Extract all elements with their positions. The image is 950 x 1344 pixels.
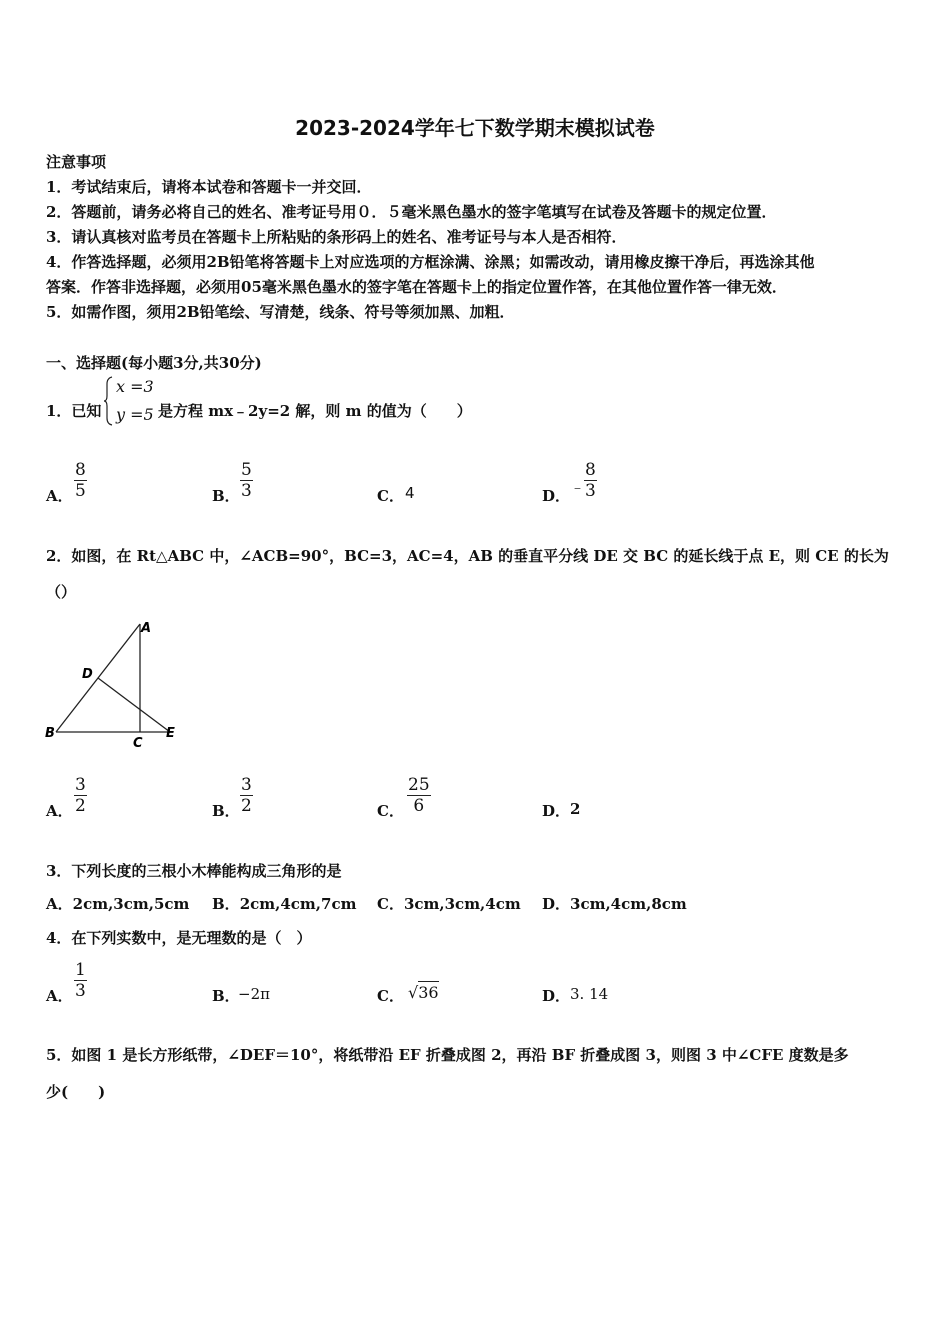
q3-option-a	[46, 893, 189, 914]
q1-option-a-fraction	[74, 460, 87, 501]
fraction-numerator: 8	[75, 460, 86, 480]
q3-text: 3．下列长度的三根小木棒能构成三角形的是	[46, 862, 342, 880]
q2-option-d-value: 2	[570, 800, 581, 818]
option-value: 3cm,4cm,8cm	[570, 895, 687, 913]
q3-option-d	[542, 893, 687, 914]
note-item: 5．如需作图，须用2B铅笔绘、写清楚，线条、符号等须加黑、加粗．	[46, 303, 515, 321]
q1-suffix: 是方程 mx﹣2y=2 解，则 m 的值为（ ）	[158, 402, 472, 420]
fraction-denominator: 5	[75, 481, 86, 501]
vertex-label-b: B	[45, 726, 55, 741]
q4-option-c-label: C．	[377, 987, 404, 1005]
fraction-numerator: 5	[241, 460, 252, 480]
fraction-numerator: 25	[408, 775, 430, 795]
note-item: 3．请认真核对监考员在答题卡上所粘贴的条形码上的姓名、准考证号与本人是否相符．	[46, 228, 627, 246]
fraction-numerator: 3	[75, 775, 86, 795]
q4-option-a-label: A．	[46, 987, 73, 1005]
q1-option-c-value: 4	[405, 484, 415, 502]
fraction-numerator: 1	[75, 960, 86, 980]
q4-option-d-label: D．	[542, 987, 571, 1005]
vertex-label-d: D	[82, 667, 93, 682]
q1-equation-y: y =5	[116, 405, 154, 424]
q4-option-b-label: B．	[212, 987, 240, 1005]
q2-option-c-fraction	[407, 775, 431, 816]
fraction-denominator: 2	[241, 796, 252, 816]
option-label: C．	[377, 895, 404, 913]
note-item: 答案．作答非选择题，必须用05毫米黑色墨水的签字笔在答题卡上的指定位置作答，在其他位置作答一律无效．	[46, 278, 787, 296]
fraction-denominator: 3	[241, 481, 252, 501]
sqrt-icon: √	[408, 983, 419, 1002]
fraction-denominator: 2	[75, 796, 86, 816]
page-title: 2023-2024学年七下数学期末模拟试卷	[295, 116, 655, 140]
fraction-numerator: 3	[241, 775, 252, 795]
q5-text: 5．如图 1 是长方形纸带，∠DEF＝10°，将纸带沿 EF 折叠成图 2，再沿 BF 折叠成图 3，则图 3 中∠CFE 度数是多	[46, 1046, 849, 1064]
segment-de	[98, 678, 170, 732]
q3-option-b	[212, 893, 356, 914]
q3-option-c	[377, 893, 521, 914]
q1-prefix: 1．已知	[46, 402, 102, 420]
q1-option-d-fraction	[584, 460, 597, 501]
option-value: 2cm,3cm,5cm	[72, 895, 190, 913]
fraction-denominator: 3	[585, 481, 596, 501]
vertex-label-e: E	[166, 726, 175, 741]
q4-option-c-radical	[408, 983, 439, 1002]
q2-option-c-label: C．	[377, 802, 404, 820]
q2-text-continued: （）	[46, 583, 77, 601]
radicand: 36	[418, 983, 439, 1002]
q5-text-continued: 少( )	[46, 1083, 106, 1101]
q1-option-c-label: C．	[377, 487, 404, 505]
q1-option-a-label: A．	[46, 487, 73, 505]
option-label: B．	[212, 895, 240, 913]
q4-option-a-fraction	[74, 960, 87, 1001]
q1-option-d-sign: ﹣	[570, 478, 586, 496]
q4-option-d-value: 3. 14	[570, 985, 609, 1003]
note-item: 1．考试结束后，请将本试卷和答题卡一并交回．	[46, 178, 372, 196]
fraction-numerator: 8	[585, 460, 596, 480]
q4-option-b-value: −2π	[238, 985, 270, 1003]
q2-text: 2．如图，在 Rt△ABC 中，∠ACB=90°，BC=3，AC=4，AB 的垂直平分线 DE 交 BC 的延长线于点 E，则 CE 的长为	[46, 547, 889, 565]
q1-option-b-label: B．	[212, 487, 240, 505]
section-heading: 一、选择题(每小题3分,共30分)	[46, 354, 262, 372]
q2-option-b-label: B．	[212, 802, 240, 820]
option-label: A．	[46, 895, 73, 913]
option-label: D．	[542, 895, 571, 913]
q2-option-d-label: D．	[542, 802, 571, 820]
notes-heading: 注意事项	[46, 153, 107, 171]
q2-option-b-fraction	[240, 775, 253, 816]
q1-option-b-fraction	[240, 460, 253, 501]
note-item: 4．作答选择题，必须用2B铅笔将答题卡上对应选项的方框涂满、涂黑；如需改动，请用橡皮擦干净后，再选涂其他	[46, 253, 815, 271]
fraction-denominator: 3	[75, 981, 86, 1001]
q2-option-a-label: A．	[46, 802, 73, 820]
triangle-figure	[40, 612, 190, 752]
fraction-denominator: 6	[413, 796, 425, 816]
q2-option-a-fraction	[74, 775, 87, 816]
q1-equation-x: x =3	[116, 377, 154, 396]
note-item: 2．答题前，请务必将自己的姓名、准考证号用０．５毫米黑色墨水的签字笔填写在试卷及答题卡的规定位置．	[46, 203, 777, 221]
option-value: 3cm,3cm,4cm	[403, 895, 521, 913]
vertex-label-c: C	[133, 736, 143, 751]
option-value: 2cm,4cm,7cm	[239, 895, 357, 913]
brace-icon	[104, 376, 114, 426]
vertex-label-a: A	[141, 621, 152, 636]
q4-text: 4．在下列实数中，是无理数的是（ ）	[46, 929, 312, 947]
q1-option-d-label: D．	[542, 487, 571, 505]
